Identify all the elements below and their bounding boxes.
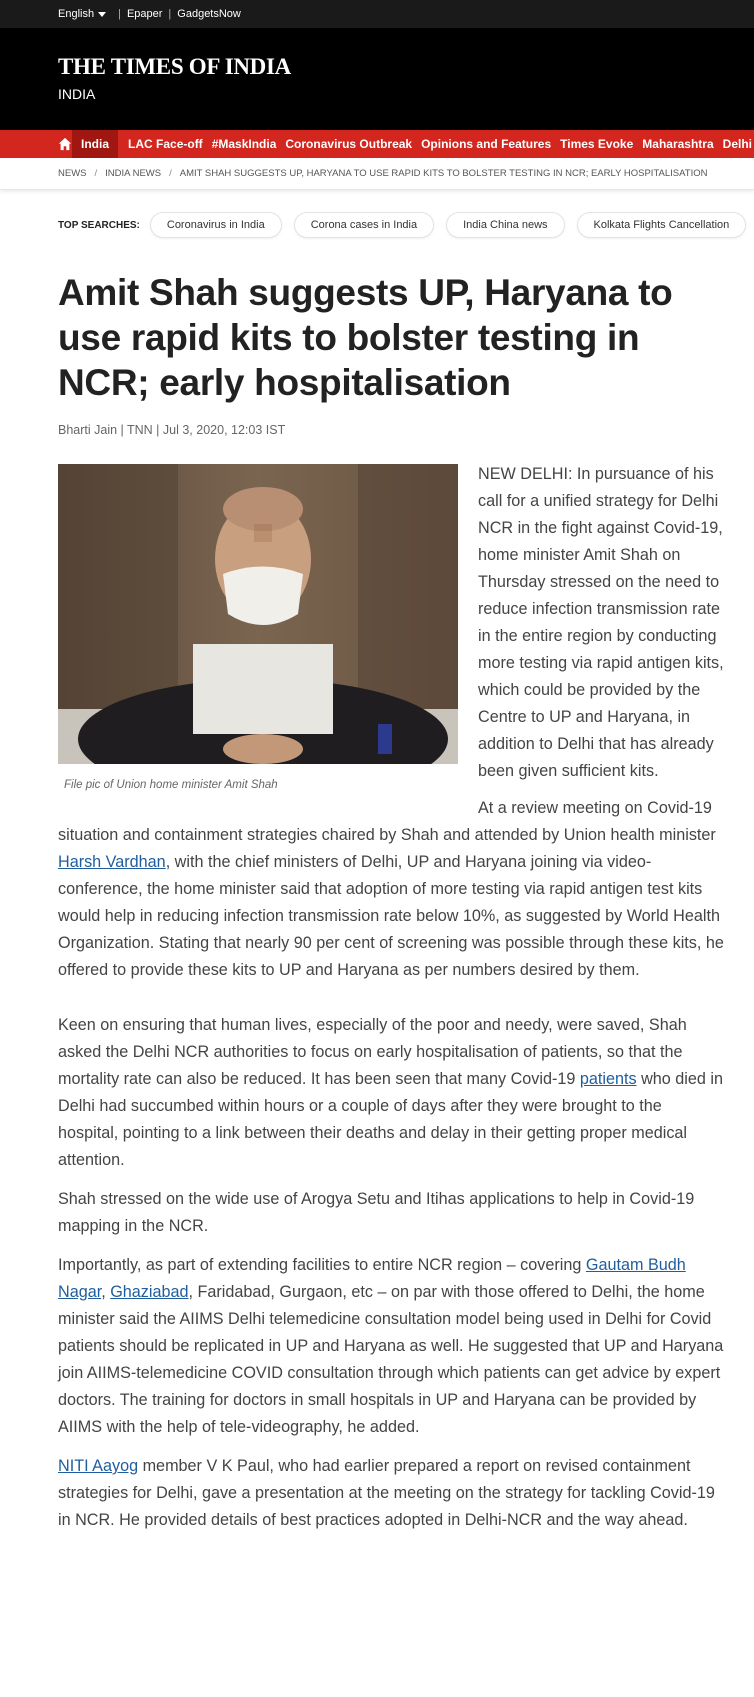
top-utility-bar [0, 0, 754, 28]
main-nav [0, 130, 754, 158]
nav-item-times-evoke[interactable]: Times Evoke [560, 137, 634, 151]
language-selector[interactable] [58, 8, 112, 20]
paragraph-1: NEW DELHI: In pursuance of his call for a unified strategy for Delhi NCR in the fight against Covid-19, home minister Amit Shah on Thursday stressed on the need to reduce infection transmission rate in the entire region by conducting more testing via rapid antigen kits, which could be provided by the Centre to UP and Haryana, in addition to Delhi that has already been given sufficient kits. [478, 465, 724, 780]
nav-item-lac-face-off[interactable]: LAC Face-off [128, 137, 203, 151]
nav-item-opinions-features[interactable]: Opinions and Features [421, 137, 552, 151]
patients-link[interactable]: patients [579, 1070, 637, 1088]
nav-item-india[interactable]: India [72, 130, 118, 158]
article-headline: Amit Shah suggests UP, Haryana to use rapid kits to bolster testing in NCR; early hospitalisation [58, 272, 673, 403]
gadgets-now-link[interactable]: GadgetsNow [177, 8, 241, 20]
article-body [58, 461, 724, 1534]
search-chip[interactable]: Corona cases in India [294, 212, 434, 238]
harsh-vardhan-link[interactable]: Harsh Vardhan [58, 853, 166, 871]
search-chip[interactable]: Coronavirus in India [150, 212, 282, 238]
home-icon[interactable] [58, 137, 72, 151]
site-logo[interactable]: THE TIMES OF INDIA [58, 54, 291, 79]
top-searches-label: TOP SEARCHES: [58, 219, 140, 231]
search-chip[interactable]: India China news [446, 212, 564, 238]
photo-caption: File pic of Union home minister Amit Shah [64, 779, 278, 791]
breadcrumb-news[interactable]: NEWS [58, 168, 87, 179]
epaper-link[interactable]: Epaper [126, 8, 163, 20]
search-chip[interactable]: Kolkata Flights Cancellation [577, 212, 747, 238]
nav-item-maharashtra[interactable]: Maharashtra [642, 137, 714, 151]
paragraph-3: Keen on ensuring that human lives, especially of the poor and needy, were saved, Shah asked the Delhi NCR authorities to focus on early hospitalisation of patients, so that the mortality rate can also be reduced. It has been seen that many Covid-19 patients who died in Delhi had succumbed within hours or a couple of days after they were brought to the hospital, pointing to a link between their deaths and delay in their getting proper medical attention. [58, 1016, 723, 1169]
paragraph-5: Importantly, as part of extending facilities to entire NCR region – covering Gautam Budh Nagar, Ghaziabad, Faridabad, Gurgaon, etc – on par with those offered to Delhi, the home minister said the AIIMS Delhi telemedicine consultation model being used in Delhi for Covid patients should be replicated in UP and Haryana as well. He suggested that UP and Haryana join AIIMS-telemedicine COVID consultation through which patients can get advice by expert doctors. The training for doctors in small hospitals in UP and Haryana can be provided by AIIMS with the help of tele-videography, he added. [58, 1256, 724, 1436]
article-figure [58, 464, 458, 799]
breadcrumb-current: AMIT SHAH SUGGESTS UP, HARYANA TO USE RAPID KITS TO BOLSTER TESTING IN NCR; EARLY HOSPITALISATION [179, 168, 708, 179]
niti-aayog-link[interactable]: NITI Aayog [58, 1457, 139, 1475]
language-label: English [58, 8, 95, 20]
nav-item-coronavirus-outbreak[interactable]: Coronavirus Outbreak [285, 137, 413, 151]
nav-item-mask-india[interactable]: #MaskIndia [211, 137, 277, 151]
nav-item-delhi[interactable]: Delhi [722, 137, 752, 151]
top-searches [0, 200, 754, 250]
breadcrumb-separator: / [94, 168, 98, 179]
divider: | [168, 8, 172, 20]
breadcrumb-india-news[interactable]: INDIA NEWS [105, 168, 162, 179]
article-byline: Bharti Jain | TNN | Jul 3, 2020, 12:03 IST [58, 423, 286, 437]
ghaziabad-link[interactable]: Ghaziabad [110, 1283, 189, 1301]
paragraph-6: NITI Aayog member V K Paul, who had earlier prepared a report on revised containment strategies for Delhi, gave a presentation at the meeting on the strategy for tackling Covid-19 in NCR. He provided details of best practices adopted in Delhi-NCR and the way ahead. [58, 1457, 715, 1529]
article-photo [58, 464, 458, 764]
masthead [0, 28, 754, 130]
breadcrumb-separator: / [169, 168, 172, 179]
breadcrumb [0, 158, 754, 190]
edition-label: INDIA [58, 86, 96, 102]
paragraph-4: Shah stressed on the wide use of Arogya Setu and Itihas applications to help in Covid-19 mapping in the NCR. [58, 1190, 695, 1235]
paragraph-2: At a review meeting on Covid-19 situation and containment strategies chaired by Shah and attended by Union health minister Harsh Vardhan, with the chief ministers of Delhi, UP and Haryana joining via video-conference, the home minister said that adoption of more testing via rapid antigen test kits would help in reducing infection transmission rate below 10%, as suggested by World Health Organization. Stating that nearly 90 per cent of screening was possible through these kits, he offered to provide these kits to UP and Haryana as per numbers desired by them. [58, 799, 724, 979]
divider: | [118, 8, 121, 20]
caret-down-icon [98, 12, 106, 17]
gautam-budh-nagar-link[interactable]: Gautam Budh Nagar [58, 1256, 686, 1301]
